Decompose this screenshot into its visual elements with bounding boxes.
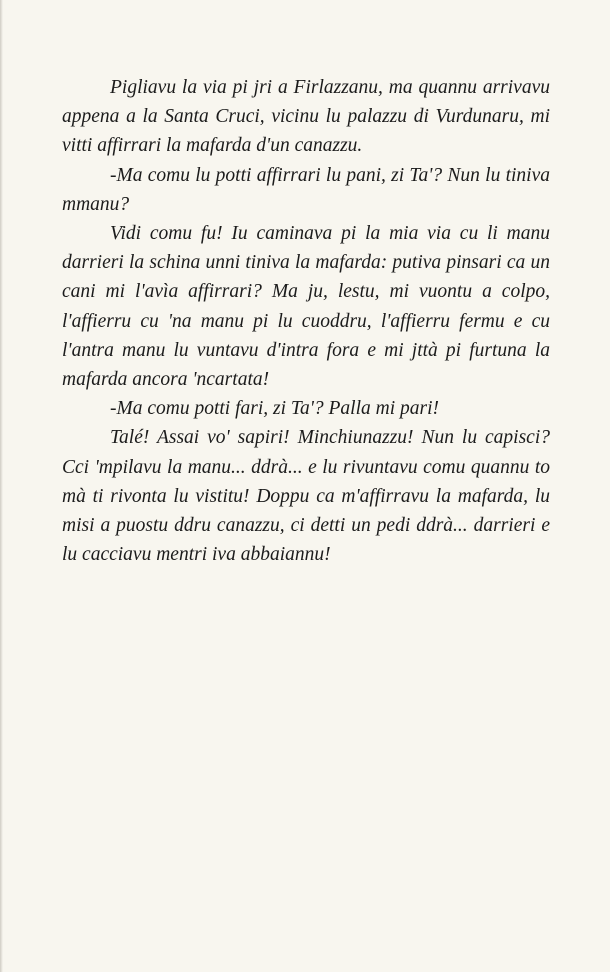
page-edge-shadow (0, 0, 3, 972)
paragraph-2: -Ma comu lu potti affirrari lu pani, zi Ta'? Nun lu tiniva mmanu? (62, 164, 550, 215)
paragraph-4: -Ma comu potti fari, zi Ta'? Palla mi pari! (110, 398, 440, 420)
page-text (62, 73, 550, 569)
paragraph-3: Vidi comu fu! Iu caminava pi la mia via cu li manu darrieri la schina unni tiniva la mafarda: putiva pinsari ca un cani mi l'avìa affirrari? Ma ju, lestu, mi vuontu a colpo, l'affierru cu 'na manu pi lu cuoddru, l'affierru fermu e cu l'antra manu lu vuntavu d'intra fora e mi jttà pi furtuna la mafarda ancora 'ncartata! (62, 223, 550, 391)
paragraph-1: Pigliavu la via pi jri a Firlazzanu, ma quannu arrivavu appena a la Santa Cruci, vicinu lu palazzu di Vurdunaru, mi vitti affirrari la mafarda d'un canazzu. (62, 77, 550, 157)
paragraph-5: Talé! Assai vo' sapiri! Minchiunazzu! Nun lu capisci? Cci 'mpilavu la manu... ddrà... e lu rivuntavu comu quannu to mà ti rivonta lu vistitu! Doppu ca m'affirravu la mafarda, lu misi a puostu ddru canazzu, ci detti un pedi ddrà... darrieri e lu cacciavu mentri iva abbaiannu! (62, 427, 550, 566)
